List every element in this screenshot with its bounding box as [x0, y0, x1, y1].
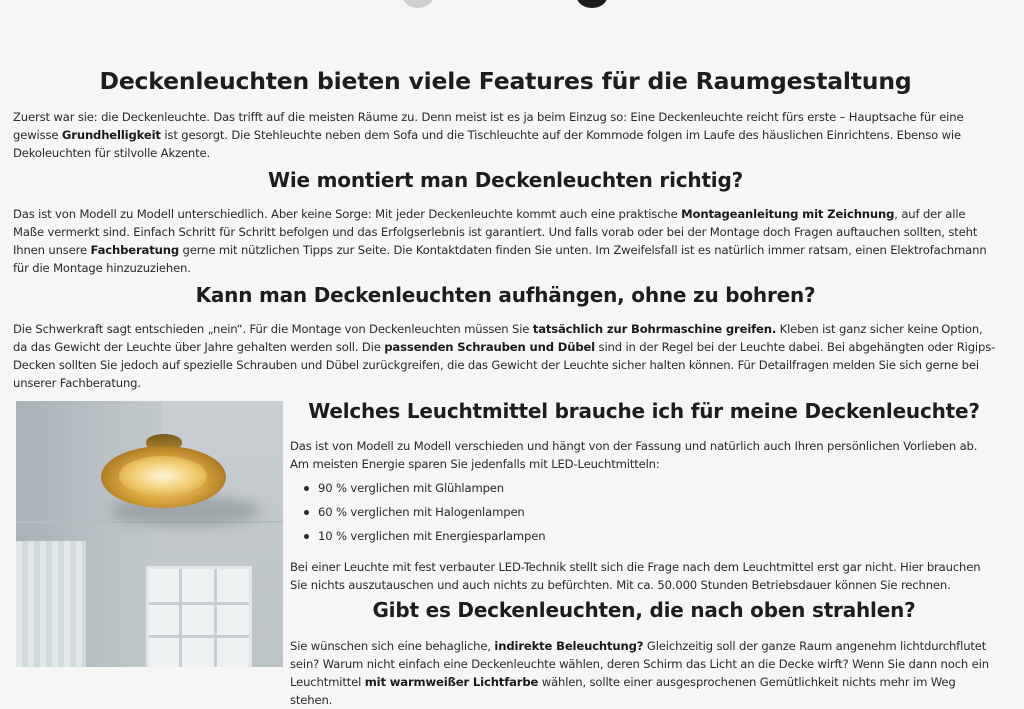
window-frame: [179, 569, 182, 667]
lamp-glow: [119, 456, 207, 496]
text: Gleichzeitig soll der ganze Raum angenehm lichtdurchflutet sein? Warum nicht einfach eine Deckenleuchte wählen, deren Schirm das Licht an die Decke wirft? Wenn Sie dann noch ein Leuchtmittel: [290, 639, 989, 689]
carousel-dots: [0, 0, 1024, 8]
intro-paragraph: [13, 108, 998, 162]
window-frame: [214, 569, 217, 667]
leuchtmittel-list: [300, 479, 545, 551]
carousel-dot-inactive[interactable]: [403, 0, 433, 8]
heading-leuchtmittel: Welches Leuchtmittel brauche ich für meine Deckenleuchte?: [308, 399, 980, 423]
list-item: 60 % verglichen mit Halogenlampen: [300, 503, 545, 521]
bold-text: Fachberatung: [90, 243, 179, 257]
heading-bohren: Kann man Deckenleuchten aufhängen, ohne zu bohren?: [195, 283, 816, 307]
ceiling-lamp-image: [16, 401, 283, 667]
main-heading: Deckenleuchten bieten viele Features für die Raumgestaltung: [99, 67, 912, 95]
text: Kleben ist ganz sicher keine Option, da das Gewicht der Leuchte über Jahre gehalten werden soll. Die: [13, 322, 983, 354]
paragraph-leuchtmittel-intro: Das ist von Modell zu Modell verschieden und hängt von der Fassung und natürlich auch Ihren persönlichen Vorlieben ab. Am meisten Energie sparen Sie jedenfalls mit LED-Leuchtmitteln:: [290, 439, 978, 471]
list-item: 10 % verglichen mit Energiesparlampen: [300, 527, 545, 545]
list-item: 90 % verglichen mit Glühlampen: [300, 479, 545, 497]
curtain: [16, 541, 86, 667]
text: gerne mit nützlichen Tipps zur Seite. Die Kontaktdaten finden Sie unten. Im Zweifelsfall ist es natürlich immer ratsam, einen Elektrofachmann für die Montage hinzuzuziehen.: [13, 243, 987, 275]
text: wählen, sollte einer ausgesprochenen Gemütlichkeit nichts mehr im Weg stehen.: [290, 675, 956, 707]
bold-text: Grundhelligkeit: [61, 128, 161, 142]
window: [146, 566, 252, 667]
heading-montage: Wie montiert man Deckenleuchten richtig?: [268, 168, 743, 192]
paragraph-oben: [290, 637, 990, 709]
text: Zuerst war sie: die Deckenleuchte. Das trifft auf die meisten Räume zu. Denn meist ist es ja beim Einzug so: Eine Deckenleuchte reicht fürs erste – Hauptsache für eine gewisse: [13, 110, 964, 142]
heading-oben: Gibt es Deckenleuchten, die nach oben strahlen?: [372, 598, 916, 622]
bold-text: mit warmweißer Lichtfarbe: [364, 675, 539, 689]
bold-text: passenden Schrauben und Dübel: [384, 340, 596, 354]
text: Sie wünschen sich eine behagliche,: [290, 639, 495, 653]
bold-text: indirekte Beleuchtung?: [494, 639, 644, 653]
text: ist gesorgt. Die Stehleuchte neben dem Sofa und die Tischleuchte auf der Kommode folgen im Laufe des häuslichen Einrichtens. Ebenso wie Dekoleuchten für stilvolle Akzente.: [13, 128, 961, 160]
paragraph-montage: [13, 205, 998, 277]
text: , auf der alle Maße vermerkt sind. Einfach Schritt für Schritt befolgen und das Erfolgserlebnis ist garantiert. Und falls vorab oder bei der Montage doch Fragen auftauchen sollten, steht Ihnen unsere: [13, 207, 978, 257]
text: Die Schwerkraft sagt entschieden „nein“. Für die Montage von Deckenleuchten müssen Sie: [13, 322, 533, 336]
bold-text: tatsächlich zur Bohrmaschine greifen.: [532, 322, 777, 336]
paragraph-bohren: [13, 320, 998, 392]
paragraph-leuchtmittel-outro: Bei einer Leuchte mit fest verbauter LED-Technik stellt sich die Frage nach dem Leuchtmittel erst gar nicht. Hier brauchen Sie nichts auszutauschen und auch nichts zu befürchten. Mit ca. 50.000 Stunden Betriebsdauer können Sie rechnen.: [290, 560, 981, 592]
window-frame: [149, 635, 249, 638]
bold-text: Montageanleitung mit Zeichnung: [681, 207, 895, 221]
carousel-dot-active[interactable]: [577, 0, 607, 8]
text: sind in der Regel bei der Leuchte dabei. Bei abgehängten oder Rigips-Decken sollten Sie jedoch auf spezielle Schrauben und Dübel zurückgreifen, die das Gewicht der Leuchte sicher halten können. Für Detailfragen melden Sie sich gerne bei unserer Fachberatung.: [13, 340, 996, 390]
text: Das ist von Modell zu Modell unterschiedlich. Aber keine Sorge: Mit jeder Deckenleuchte kommt auch eine praktische: [13, 207, 682, 221]
window-frame: [149, 602, 249, 605]
